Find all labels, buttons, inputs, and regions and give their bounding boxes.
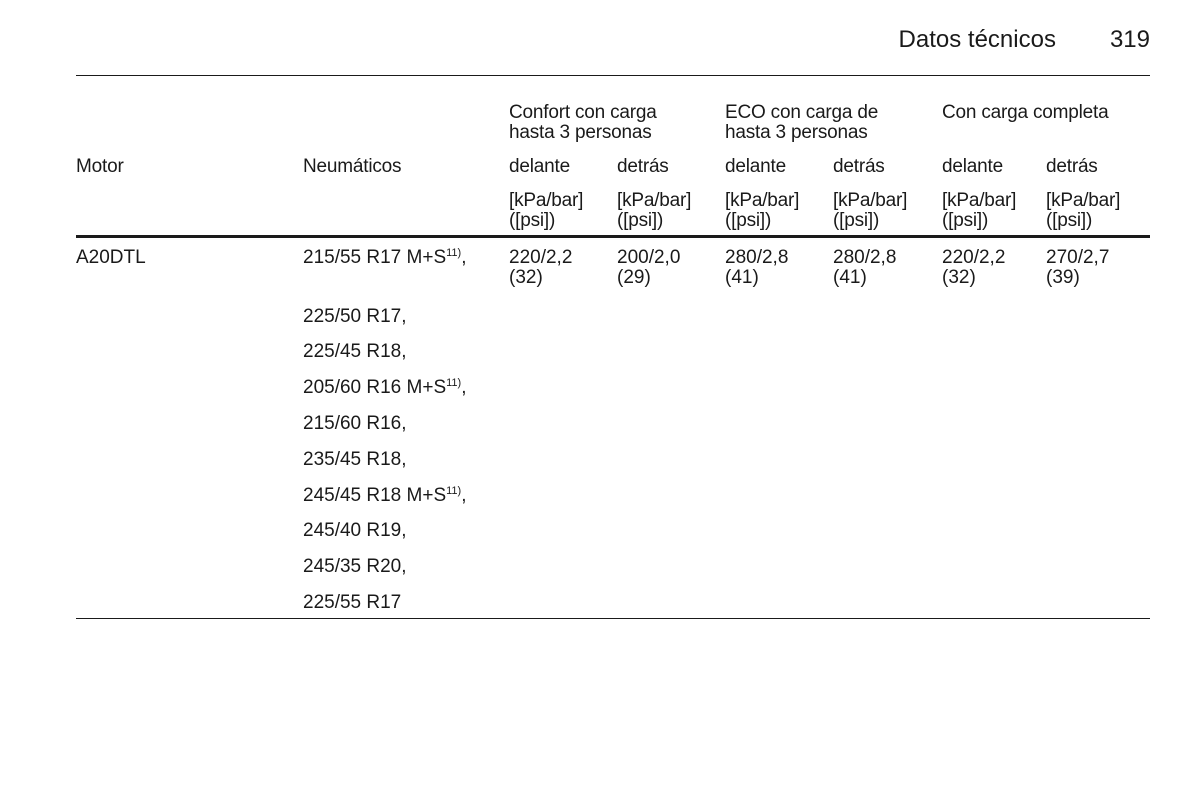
separator: , xyxy=(401,556,407,577)
header-rule xyxy=(76,75,1150,76)
group-heading-line: Con carga completa xyxy=(942,102,1109,123)
pressure-psi: (39) xyxy=(1046,267,1080,288)
page-number: 319 xyxy=(1109,26,1150,53)
tyre-size xyxy=(303,378,467,398)
tyre-size xyxy=(303,557,407,577)
pressure-psi: (41) xyxy=(725,267,759,288)
tyre-size-text: 245/35 R20 xyxy=(303,556,402,577)
separator: , xyxy=(461,377,467,398)
tyre-size-text: 215/55 R17 M+S xyxy=(303,247,447,268)
pressure-bar: 220/2,2 xyxy=(942,247,1006,268)
separator: , xyxy=(461,247,467,268)
group-heading-full-load xyxy=(942,103,1108,123)
unit-line: ([psi]) xyxy=(509,210,556,231)
unit-line: [kPa/bar] xyxy=(833,190,908,211)
unit-line: [kPa/bar] xyxy=(942,190,1017,211)
pressure-comfort-rear xyxy=(617,248,680,288)
pressure-psi: (29) xyxy=(617,267,651,288)
tyre-size-text: 245/45 R18 M+S xyxy=(303,485,447,506)
table-header-rule xyxy=(76,235,1150,238)
tyre-size xyxy=(303,307,407,327)
column-header-front: delante xyxy=(942,156,1003,177)
column-header-tyres: Neumáticos xyxy=(303,156,402,177)
group-heading-eco xyxy=(725,103,878,143)
separator: , xyxy=(461,485,467,506)
pressure-eco-rear xyxy=(833,248,896,288)
tyre-size-text: 225/55 R17 xyxy=(303,592,402,613)
pressure-psi: (32) xyxy=(509,267,543,288)
unit-line: [kPa/bar] xyxy=(617,190,692,211)
group-heading-line: hasta 3 personas xyxy=(509,122,652,143)
unit-label xyxy=(942,191,1016,231)
column-header-front: delante xyxy=(509,156,570,177)
unit-label xyxy=(617,191,691,231)
tyre-size xyxy=(303,593,401,613)
column-header-motor: Motor xyxy=(76,156,124,177)
unit-label xyxy=(509,191,583,231)
group-heading-comfort xyxy=(509,103,657,143)
tyre-size xyxy=(303,521,407,541)
pressure-bar: 280/2,8 xyxy=(833,247,897,268)
group-heading-line: hasta 3 personas xyxy=(725,122,868,143)
tyre-size xyxy=(303,248,467,268)
page-header xyxy=(899,26,1150,54)
tyre-size-text: 235/45 R18 xyxy=(303,449,402,470)
engine-cell: A20DTL xyxy=(76,247,146,268)
pressure-bar: 280/2,8 xyxy=(725,247,789,268)
group-heading-line: Confort con carga xyxy=(509,102,657,123)
unit-line: [kPa/bar] xyxy=(509,190,584,211)
footnote-ref: 11) xyxy=(446,485,462,497)
tyre-size-text: 205/60 R16 M+S xyxy=(303,377,447,398)
pressure-psi: (41) xyxy=(833,267,867,288)
tyre-size xyxy=(303,414,407,434)
group-heading-line: ECO con carga de xyxy=(725,102,879,123)
pressure-full-front xyxy=(942,248,1005,288)
tyre-size xyxy=(303,342,407,362)
tyre-size xyxy=(303,450,407,470)
unit-line: ([psi]) xyxy=(725,210,772,231)
pressure-eco-front xyxy=(725,248,788,288)
unit-line: ([psi]) xyxy=(1046,210,1093,231)
footnote-ref: 11) xyxy=(446,377,462,389)
pressure-comfort-front xyxy=(509,248,572,288)
tyre-size-text: 245/40 R19 xyxy=(303,520,402,541)
tyre-size-text: 225/50 R17 xyxy=(303,306,402,327)
column-header-rear: detrás xyxy=(617,156,669,177)
separator: , xyxy=(401,306,407,327)
unit-line: ([psi]) xyxy=(833,210,880,231)
tyre-size xyxy=(303,486,467,506)
tyre-size-text: 215/60 R16 xyxy=(303,413,402,434)
pressure-bar: 200/2,0 xyxy=(617,247,681,268)
separator: , xyxy=(401,520,407,541)
separator: , xyxy=(401,449,407,470)
unit-line: [kPa/bar] xyxy=(725,190,800,211)
separator: , xyxy=(401,413,407,434)
table-bottom-rule xyxy=(76,618,1150,619)
tyre-size-text: 225/45 R18 xyxy=(303,341,402,362)
pressure-bar: 270/2,7 xyxy=(1046,247,1110,268)
unit-label xyxy=(725,191,799,231)
separator: , xyxy=(401,341,407,362)
footnote-ref: 11) xyxy=(446,247,462,259)
pressure-bar: 220/2,2 xyxy=(509,247,573,268)
unit-label xyxy=(833,191,907,231)
unit-line: [kPa/bar] xyxy=(1046,190,1121,211)
column-header-front: delante xyxy=(725,156,786,177)
unit-line: ([psi]) xyxy=(617,210,664,231)
unit-line: ([psi]) xyxy=(942,210,989,231)
section-title: Datos técnicos xyxy=(898,26,1056,53)
column-header-rear: detrás xyxy=(1046,156,1098,177)
pressure-psi: (32) xyxy=(942,267,976,288)
unit-label xyxy=(1046,191,1120,231)
pressure-full-rear xyxy=(1046,248,1109,288)
column-header-rear: detrás xyxy=(833,156,885,177)
